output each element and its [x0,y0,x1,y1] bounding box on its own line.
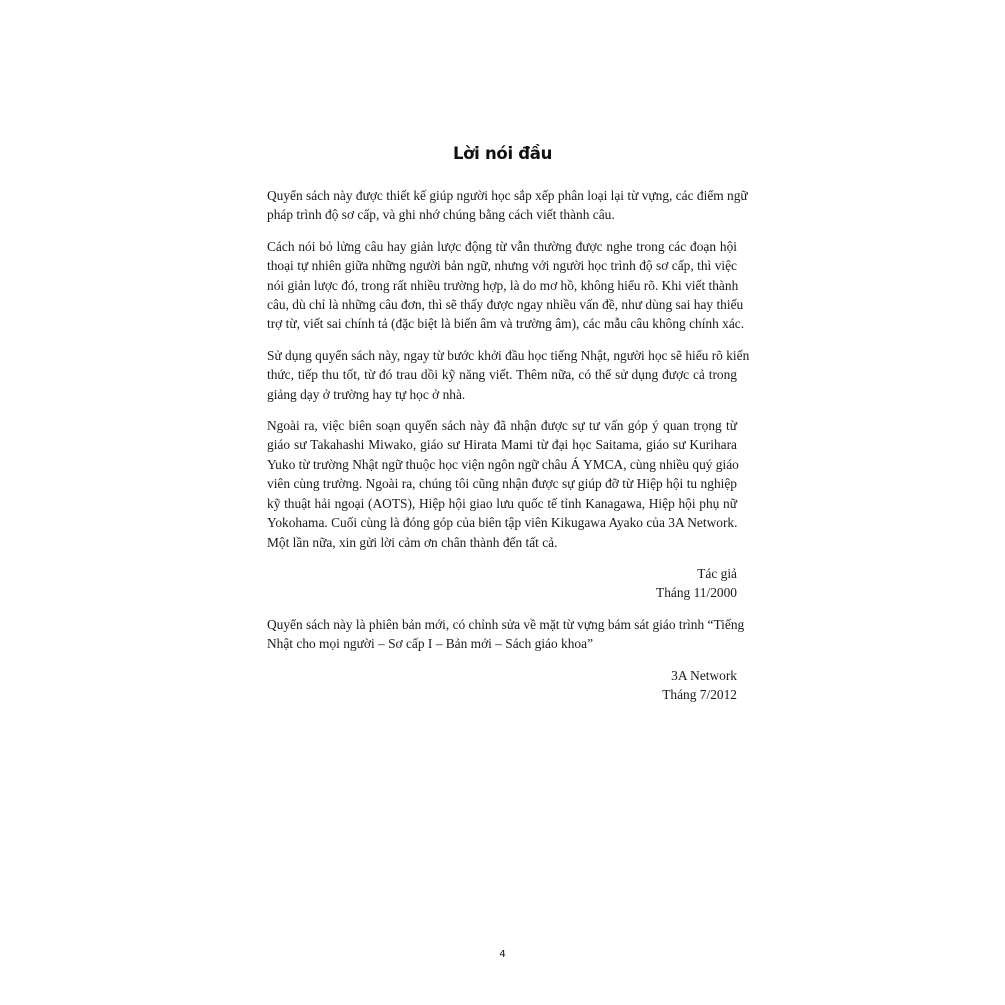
text-line: Nhật cho mọi người – Sơ cấp I – Bản mới – Sách giáo khoa” [267,636,594,652]
edition-note [267,615,745,654]
publisher-signature [267,666,737,705]
paragraph-4 [267,416,737,552]
text-line: Sử dụng quyển sách này, ngay từ bước khởi đầu học tiếng Nhật, người học sẽ hiểu rõ kiến [267,347,750,363]
text-line: pháp trình độ sơ cấp, và ghi nhớ chúng bằng cách viết thành câu. [267,207,615,223]
text-line: câu, dù chỉ là những câu đơn, thì sẽ thấy được ngay nhiều vấn đề, như dùng sai hay thiếu [267,297,744,313]
text-line: thoại tự nhiên giữa những người bản ngữ, nhưng với người học trình độ sơ cấp, thì việc [267,258,737,274]
text-line: giảng dạy ở trường hay tự học ở nhà. [267,386,466,402]
preface-body [267,186,750,716]
author-signature [267,564,737,603]
signature-date: Tháng 11/2000 [656,585,737,601]
signature-author: 3A Network [671,667,737,683]
text-line: trợ từ, viết sai chính tả (đặc biệt là biến âm và trường âm), các mẫu câu không chính xác. [267,316,745,332]
text-line: thức, tiếp thu tốt, từ đó trau dồi kỹ năng viết. Thêm nữa, có thể sử dụng được cả trong [267,367,737,383]
paragraph-1 [267,186,748,225]
text-line: viên cùng trường. Ngoài ra, chúng tôi cũng nhận được sự giúp đỡ từ Hiệp hội tu nghiệp [267,476,737,492]
paragraph-2 [267,237,745,334]
text-line: kỹ thuật hải ngoại (AOTS), Hiệp hội giao lưu quốc tế tỉnh Kanagawa, Hiệp hội phụ nữ [267,495,737,511]
text-line: Ngoài ra, việc biên soạn quyển sách này đã nhận được sự tư vấn góp ý quan trọng từ [267,418,737,434]
text-line: giáo sư Takahashi Miwako, giáo sư Hirata Mami từ đại học Saitama, giáo sư Kurihara [267,437,737,453]
text-line: Quyển sách này là phiên bản mới, có chỉnh sửa về mặt từ vựng bám sát giáo trình “Tiếng [267,616,745,632]
signature-author: Tác giả [697,565,737,581]
text-line: Yuko từ trường Nhật ngữ thuộc học viện ngôn ngữ châu Á YMCA, cùng nhiều quý giáo [267,456,739,472]
page-title: Lời nói đầu [452,144,553,163]
signature-date: Tháng 7/2012 [662,686,737,702]
text-line: nói giản lược đó, trong rất nhiều trường hợp, là do mơ hồ, không hiểu rõ. Khi viết thành [267,277,739,293]
text-line: Yokohama. Cuối cùng là đóng góp của biên tập viên Kikugawa Ayako của 3A Network. [267,515,738,531]
text-line: Một lần nữa, xin gửi lời cảm ơn chân thành đến tất cả. [267,534,558,550]
page-number: 4 [499,949,506,960]
paragraph-3 [267,346,750,404]
text-line: Cách nói bỏ lửng câu hay giản lược động từ vẫn thường được nghe trong các đoạn hội [267,238,737,254]
text-line: Quyển sách này được thiết kế giúp người học sắp xếp phân loại lại từ vựng, các điểm ngữ [267,188,748,203]
